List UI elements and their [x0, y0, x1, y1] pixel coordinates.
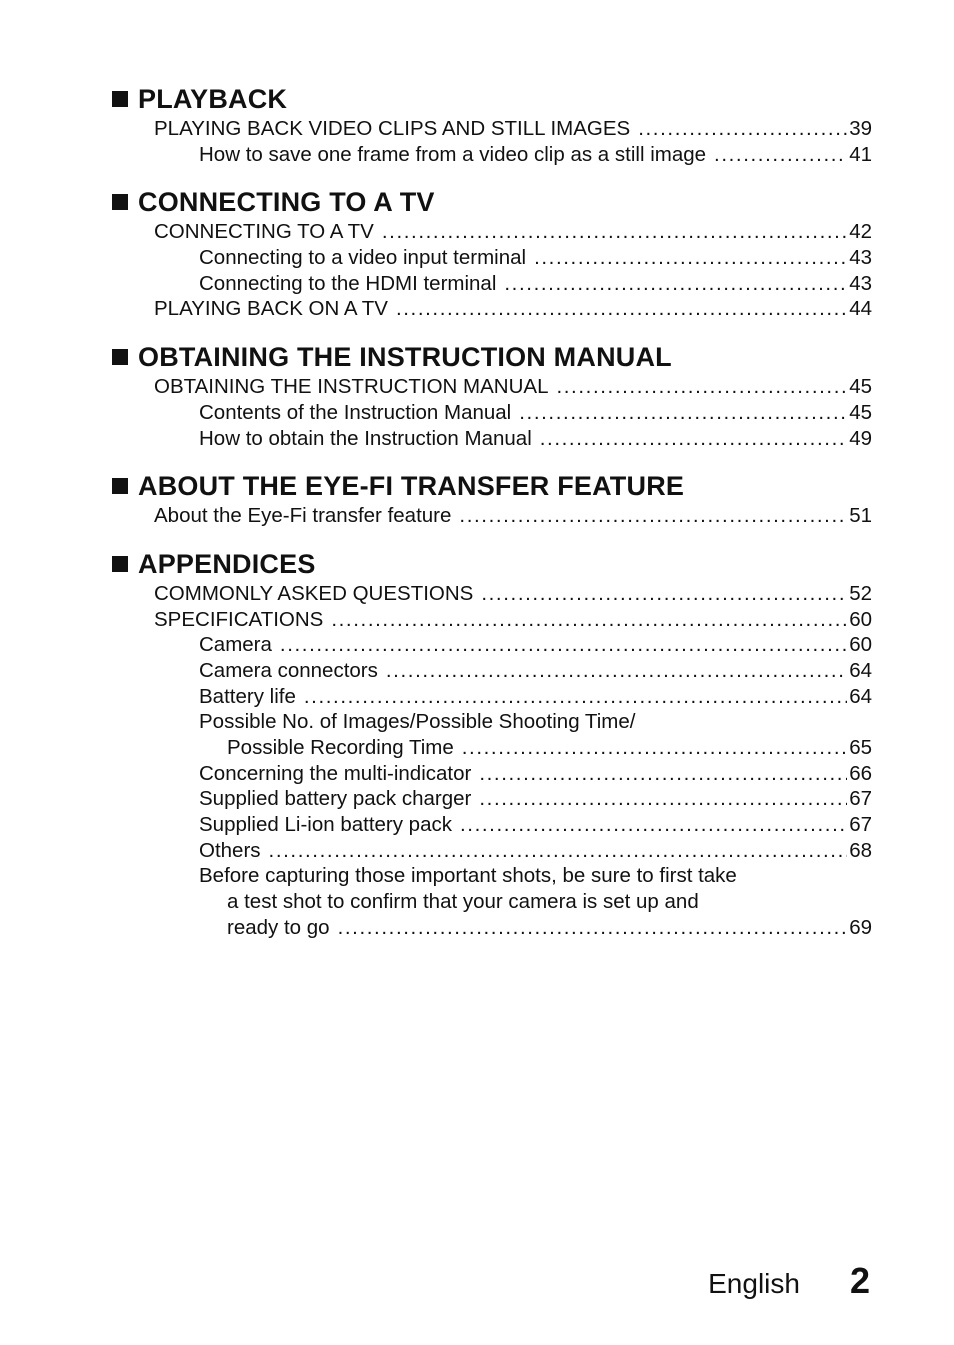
toc-entry-page: 67: [849, 813, 872, 837]
section-heading-text: APPENDICES: [138, 548, 316, 579]
toc-section: [110, 469, 872, 529]
toc-entry-label: Before capturing those important shots, be sure to first take: [199, 864, 737, 888]
toc-entry-label: Supplied battery pack charger: [199, 787, 472, 811]
toc-entry-label: OBTAINING THE INSTRUCTION MANUAL: [154, 375, 549, 399]
dot-leader: [534, 245, 847, 271]
section-heading: [110, 340, 872, 374]
toc-entry-label: How to obtain the Instruction Manual: [199, 426, 532, 450]
toc-entry: [110, 142, 872, 168]
toc-entry: [110, 374, 872, 400]
toc-entry: [110, 761, 872, 787]
dot-leader: [386, 658, 847, 684]
toc-entry-label: Battery life: [199, 684, 296, 708]
toc-entry-page: 44: [849, 297, 872, 321]
section-heading: [110, 469, 872, 503]
toc-entry-label: Connecting to the HDMI terminal: [199, 271, 497, 295]
table-of-contents: [110, 82, 872, 959]
toc-entry-label: CONNECTING TO A TV: [154, 220, 374, 244]
dot-leader: [556, 374, 847, 400]
toc-entry-page: 43: [849, 246, 872, 270]
toc-entry: [110, 786, 872, 812]
toc-entry-page: 51: [849, 504, 872, 528]
toc-entry-label: How to save one frame from a video clip as a still image: [199, 142, 707, 166]
toc-section: [110, 547, 872, 941]
toc-entry: [110, 116, 872, 142]
section-heading: [110, 547, 872, 581]
square-bullet-icon: [112, 194, 128, 210]
toc-entry-label: Others: [199, 838, 261, 862]
dot-leader: [460, 812, 847, 838]
toc-section: [110, 185, 872, 322]
toc-entry: [110, 658, 872, 684]
toc-entry: [110, 735, 872, 761]
toc-entry: [110, 709, 872, 735]
toc-entry-label: PLAYING BACK VIDEO CLIPS AND STILL IMAGES: [154, 117, 631, 140]
toc-section: [110, 340, 872, 451]
dot-leader: [382, 219, 847, 245]
toc-entry-page: 43: [849, 271, 872, 295]
toc-entry-page: 41: [849, 142, 872, 166]
toc-entry-page: 45: [849, 375, 872, 399]
toc-entry: [110, 400, 872, 426]
toc-entry: [110, 503, 872, 529]
square-bullet-icon: [112, 349, 128, 365]
dot-leader: [479, 786, 847, 812]
toc-entry: [110, 838, 872, 864]
toc-entry-page: 49: [849, 426, 872, 450]
toc-entry: [110, 684, 872, 710]
toc-entry-page: 67: [849, 787, 872, 811]
dot-leader: [304, 684, 847, 710]
square-bullet-icon: [112, 91, 128, 107]
toc-entry: [110, 219, 872, 245]
toc-entry-label: ready to go: [227, 915, 330, 939]
toc-entry: [110, 889, 872, 915]
toc-entry-page: 65: [849, 736, 872, 759]
dot-leader: [540, 426, 847, 452]
dot-leader: [481, 581, 847, 607]
toc-entry-label: PLAYING BACK ON A TV: [154, 297, 388, 321]
toc-entry-page: 39: [849, 117, 872, 140]
footer-language: English: [708, 1268, 800, 1299]
toc-entry-page: 69: [849, 915, 872, 939]
toc-entry: [110, 863, 872, 889]
toc-entry-page: 66: [849, 761, 872, 785]
dot-leader: [459, 503, 847, 529]
dot-leader: [504, 271, 847, 297]
dot-leader: [280, 632, 847, 658]
dot-leader: [396, 296, 847, 322]
toc-entry: [110, 812, 872, 838]
toc-entry-page: 45: [849, 400, 872, 424]
toc-entry-label: a test shot to confirm that your camera is set up and: [227, 890, 699, 914]
dot-leader: [638, 116, 847, 142]
toc-entry-label: Supplied Li-ion battery pack: [199, 813, 452, 837]
toc-entry-page: 68: [849, 838, 872, 862]
footer-page-number: 2: [849, 1260, 870, 1301]
dot-leader: [269, 838, 848, 864]
toc-entry: [110, 632, 872, 658]
toc-entry: [110, 296, 872, 322]
toc-entry: [110, 581, 872, 607]
toc-entry-label: About the Eye-Fi transfer feature: [154, 504, 452, 528]
toc-entry-label: Contents of the Instruction Manual: [199, 400, 512, 424]
dot-leader: [714, 142, 847, 168]
page-footer: [708, 1260, 870, 1302]
toc-entry-label: COMMONLY ASKED QUESTIONS: [154, 581, 474, 605]
section-heading-text: ABOUT THE EYE-FI TRANSFER FEATURE: [138, 471, 685, 502]
toc-entry-page: 64: [849, 684, 872, 708]
toc-entry: [110, 271, 872, 297]
toc-entry: [110, 607, 872, 633]
toc-entry-label: Concerning the multi-indicator: [199, 761, 472, 785]
section-heading-text: PLAYBACK: [138, 84, 288, 114]
toc-entry-label: Possible No. of Images/Possible Shooting Time/: [199, 710, 636, 734]
toc-entry-label: Camera connectors: [199, 658, 378, 682]
dot-leader: [479, 761, 847, 787]
square-bullet-icon: [112, 556, 128, 572]
square-bullet-icon: [112, 478, 128, 494]
toc-entry-page: 64: [849, 658, 872, 682]
toc-entry: [110, 245, 872, 271]
toc-entry-page: 60: [849, 607, 872, 631]
toc-entry-page: 52: [849, 581, 872, 605]
toc-entry-page: 42: [849, 220, 872, 244]
dot-leader: [462, 735, 847, 761]
section-heading: [110, 82, 872, 116]
section-heading: [110, 185, 872, 219]
toc-entry: [110, 915, 872, 941]
toc-entry: [110, 426, 872, 452]
section-heading-text: OBTAINING THE INSTRUCTION MANUAL: [138, 342, 672, 373]
dot-leader: [331, 607, 847, 633]
toc-entry-page: 60: [849, 633, 872, 657]
dot-leader: [519, 400, 847, 426]
toc-section: [110, 82, 872, 167]
toc-entry-label: Possible Recording Time: [227, 736, 454, 759]
section-heading-text: CONNECTING TO A TV: [138, 187, 435, 218]
toc-entry-label: Camera: [199, 633, 272, 657]
toc-entry-label: SPECIFICATIONS: [154, 607, 324, 631]
toc-entry-label: Connecting to a video input terminal: [199, 246, 527, 270]
dot-leader: [338, 915, 848, 941]
